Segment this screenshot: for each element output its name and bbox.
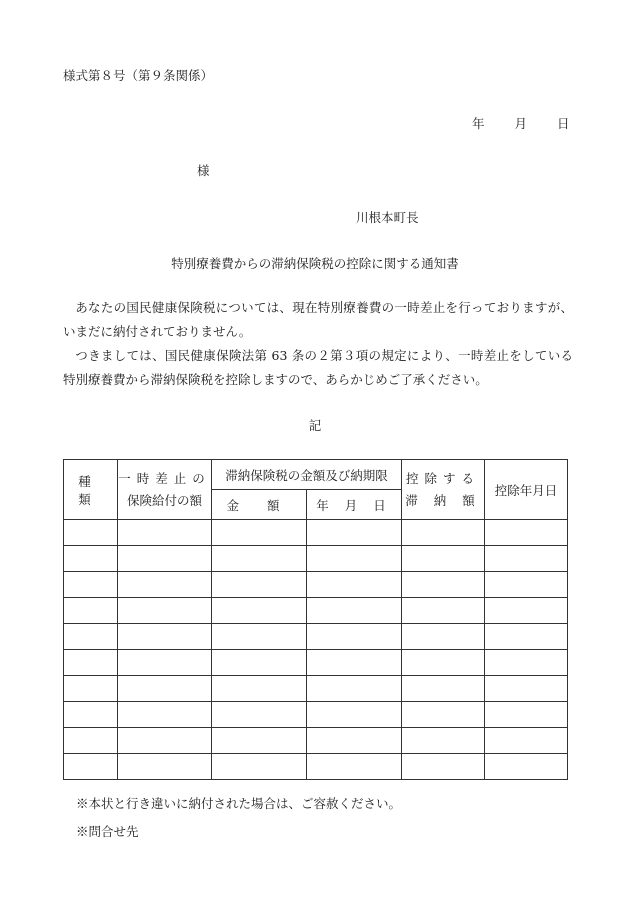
table-cell [118,676,212,702]
table-cell [118,754,212,780]
table-cell [307,546,402,572]
table-cell [485,572,568,598]
table-row [64,546,568,572]
ki-label: 記 [308,418,322,433]
note-contact: ※問合せ先 [76,824,139,839]
table-cell [64,598,118,624]
sender-name: 川根本町長 [356,210,419,225]
header-deduct-line1: 控除する [405,470,480,486]
body-paragraph-1-text: あなたの国民健康保険税については、現在特別療養費の一時差止を行っておりますが、いまだに納付されておりません。 [63,300,573,339]
body-paragraph-2 [63,344,573,392]
table-cell [307,598,402,624]
note-apology: ※本状と行き違いに納付された場合は、ご容赦ください。 [76,796,402,811]
table-row [64,572,568,598]
table-cell [212,728,307,754]
table-row [64,598,568,624]
table-cell [212,754,307,780]
table-cell [64,624,118,650]
table-cell [307,728,402,754]
header-arrears-group: 滞納保険税の金額及び納期限 [212,460,402,490]
table-cell [64,572,118,598]
table-cell [485,624,568,650]
table-cell [402,624,485,650]
table-cell [118,702,212,728]
table-cell [118,520,212,546]
table-cell [64,676,118,702]
table-cell [402,754,485,780]
document-title: 特別療養費からの滞納保険税の控除に関する通知書 [171,256,459,271]
table-cell [64,650,118,676]
table-row [64,650,568,676]
table-cell [212,520,307,546]
date-day-label: 日 [557,116,570,131]
table-cell [118,728,212,754]
table-cell [402,728,485,754]
body-paragraph-1 [63,296,573,344]
header-deduct-amount [402,460,485,520]
date-month-label: 月 [514,116,528,131]
table-cell [118,624,212,650]
table-row [64,702,568,728]
table-cell [118,598,212,624]
table-cell [402,650,485,676]
table-cell [307,624,402,650]
header-type: 種 類 [64,460,118,520]
table-cell [64,520,118,546]
table-cell [212,572,307,598]
table-cell [485,650,568,676]
table-cell [212,598,307,624]
form-number: 様式第８号（第９条関係） [63,68,214,83]
table-row [64,676,568,702]
table-cell [485,728,568,754]
date-year-label: 年 [472,116,485,131]
table-cell [485,520,568,546]
header-due-date: 年 月 日 [307,490,402,520]
table-cell [485,754,568,780]
table-cell [402,702,485,728]
table-cell [307,650,402,676]
table-cell [212,546,307,572]
table-cell [307,754,402,780]
table-cell [64,728,118,754]
date-line [472,114,570,132]
table-cell [402,546,485,572]
table-cell [307,572,402,598]
table-cell [64,546,118,572]
deduction-table [63,459,568,780]
table-row [64,624,568,650]
header-suspended-line1: 一時差止の [118,470,211,486]
table-cell [402,676,485,702]
addressee-suffix: 様 [197,163,210,178]
table-cell [307,520,402,546]
header-suspended-line2: 保険給付の額 [126,492,202,508]
header-amount: 金 額 [212,490,307,520]
table-cell [402,572,485,598]
header-deduct-line2: 滞 納 額 [405,492,481,508]
table-cell [485,546,568,572]
table-cell [118,572,212,598]
table-cell [485,676,568,702]
table-cell [212,702,307,728]
table-cell [485,598,568,624]
table-cell [307,676,402,702]
table-cell [212,650,307,676]
table-row [64,520,568,546]
table-cell [118,546,212,572]
body-paragraph-2-text: つきましては、国民健康保険法第 63 条の２第３項の規定により、一時差止をしている特別療養費から滞納保険税を控除しますので、あらかじめご了承ください。 [63,348,573,387]
table-cell [402,598,485,624]
table-cell [118,650,212,676]
table-cell [485,702,568,728]
table-cell [64,754,118,780]
header-deduct-date: 控除年月日 [485,460,568,520]
table-row [64,728,568,754]
table-cell [212,676,307,702]
table-cell [64,702,118,728]
header-suspended-benefit [118,460,212,520]
table-cell [212,624,307,650]
table-cell [402,520,485,546]
table-cell [307,702,402,728]
table-row [64,754,568,780]
